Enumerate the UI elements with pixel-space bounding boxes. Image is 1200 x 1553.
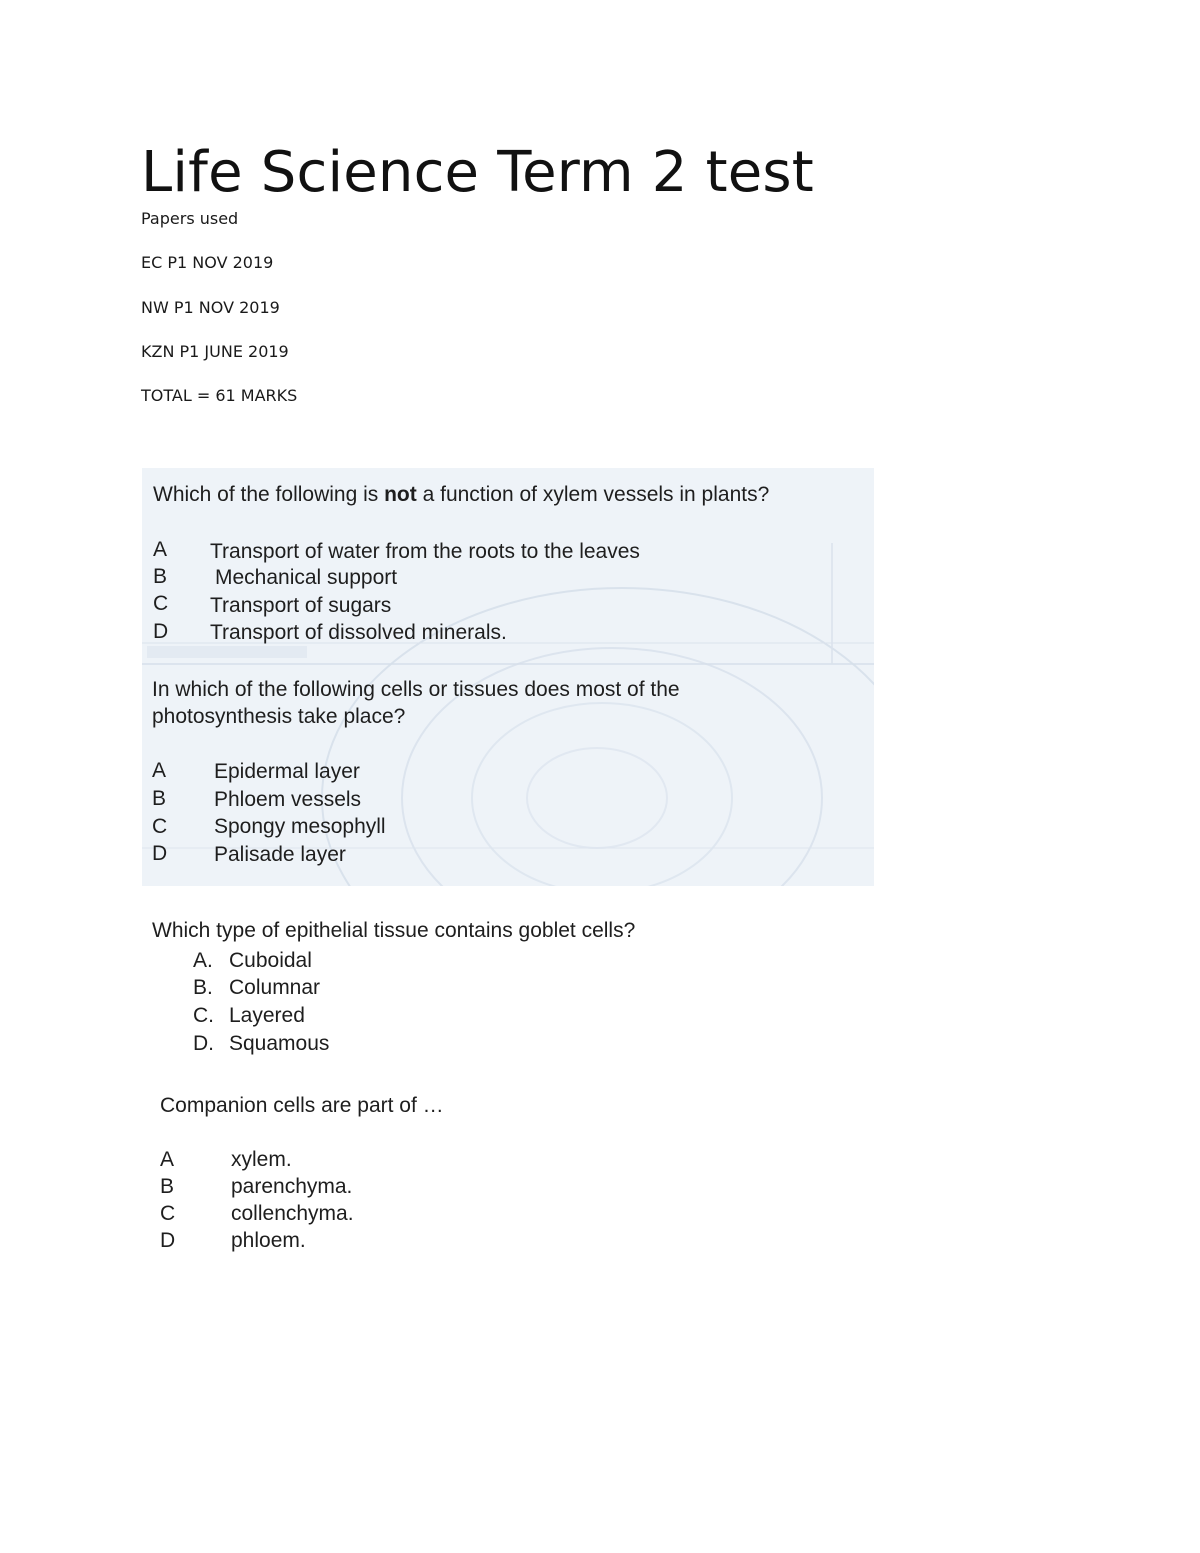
paper-ec-p1: EC P1 NOV 2019 bbox=[141, 253, 274, 272]
papers-used-label: Papers used bbox=[141, 209, 239, 228]
question-1-stem: Which of the following is not a function of xylem vessels in plants? bbox=[153, 483, 770, 506]
q1-option-c-letter: C bbox=[153, 592, 169, 615]
total-marks: TOTAL = 61 MARKS bbox=[141, 386, 298, 405]
q3-option-b-text: Columnar bbox=[229, 976, 321, 999]
q3-option-b-letter: B. bbox=[193, 976, 213, 999]
q2-option-d-text: Palisade layer bbox=[214, 843, 346, 866]
q3-option-c-text: Layered bbox=[229, 1004, 305, 1027]
q4-option-c-letter: C bbox=[160, 1202, 176, 1225]
question-1-emphasis: not bbox=[384, 483, 417, 506]
page-title: Life Science Term 2 test bbox=[141, 140, 814, 205]
question-4-stem: Companion cells are part of … bbox=[160, 1094, 444, 1117]
q4-option-d-letter: D bbox=[160, 1229, 176, 1252]
q3-option-d-letter: D. bbox=[193, 1032, 214, 1055]
q1-option-c-text: Transport of sugars bbox=[210, 594, 392, 617]
q2-option-a-letter: A bbox=[152, 759, 167, 782]
q2-option-a-text: Epidermal layer bbox=[214, 760, 360, 783]
q3-option-a-text: Cuboidal bbox=[229, 949, 312, 972]
paper-kzn-p1: KZN P1 JUNE 2019 bbox=[141, 342, 289, 361]
q4-option-d-text: phloem. bbox=[231, 1229, 306, 1252]
q1-option-d-letter: D bbox=[153, 620, 169, 643]
q1-option-a-text: Transport of water from the roots to the leaves bbox=[210, 540, 640, 563]
q3-option-c-letter: C. bbox=[193, 1004, 214, 1027]
q4-option-a-text: xylem. bbox=[231, 1148, 292, 1171]
q4-option-c-text: collenchyma. bbox=[231, 1202, 354, 1225]
question-2-stem-line2: photosynthesis take place? bbox=[152, 705, 406, 728]
q4-option-b-text: parenchyma. bbox=[231, 1175, 353, 1198]
q3-option-d-text: Squamous bbox=[229, 1032, 330, 1055]
q1-option-d-text: Transport of dissolved minerals. bbox=[210, 621, 507, 644]
q2-option-d-letter: D bbox=[152, 842, 168, 865]
q2-option-c-text: Spongy mesophyll bbox=[214, 815, 386, 838]
q2-option-b-letter: B bbox=[152, 787, 167, 810]
q1-option-b-text: Mechanical support bbox=[215, 566, 398, 589]
q4-option-b-letter: B bbox=[160, 1175, 175, 1198]
question-3-stem: Which type of epithelial tissue contains goblet cells? bbox=[152, 919, 636, 942]
q1-option-b-letter: B bbox=[153, 565, 168, 588]
q2-option-b-text: Phloem vessels bbox=[214, 788, 362, 811]
question-2-stem-line1: In which of the following cells or tissues does most of the bbox=[152, 678, 680, 701]
q2-option-c-letter: C bbox=[152, 815, 168, 838]
paper-nw-p1: NW P1 NOV 2019 bbox=[141, 298, 280, 317]
q4-option-a-letter: A bbox=[160, 1148, 175, 1171]
q1-option-a-letter: A bbox=[153, 538, 168, 561]
q3-option-a-letter: A. bbox=[193, 949, 213, 972]
